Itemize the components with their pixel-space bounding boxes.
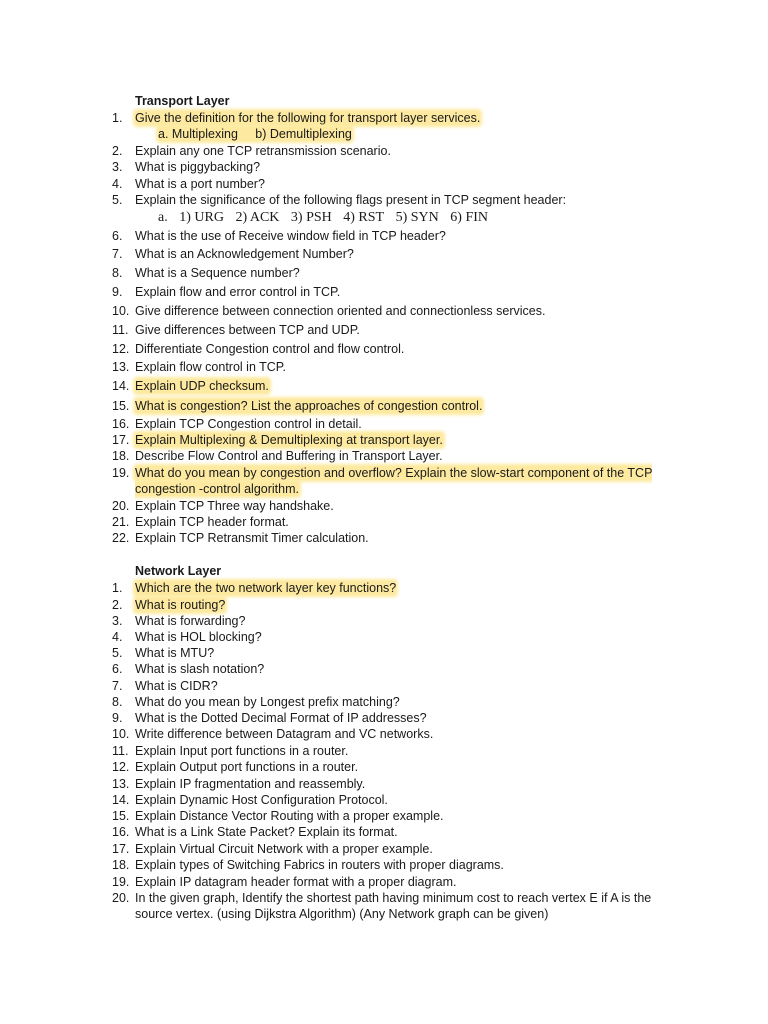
question-text: Explain the significance of the following flags present in TCP segment header: bbox=[135, 193, 567, 207]
item-number: 6. bbox=[112, 229, 123, 243]
question-text: What is HOL blocking? bbox=[135, 630, 262, 644]
item-number: 20. bbox=[112, 891, 130, 905]
item-number: 7. bbox=[112, 247, 123, 261]
item-number: 7. bbox=[112, 679, 123, 693]
question-text: Give differences between TCP and UDP. bbox=[135, 323, 360, 337]
item-number: 20. bbox=[112, 499, 130, 513]
item-number: 3. bbox=[112, 614, 123, 628]
item-number: 9. bbox=[112, 711, 123, 725]
item-number: 10. bbox=[112, 304, 130, 318]
item-number: 19. bbox=[112, 875, 130, 889]
sub-option-a: a. Multiplexing bbox=[158, 127, 238, 141]
question-text: What is a port number? bbox=[135, 177, 265, 191]
question-text: Explain TCP Congestion control in detail. bbox=[135, 417, 362, 431]
highlighted-text: Explain Multiplexing & Demultiplexing at transport layer. bbox=[135, 433, 443, 447]
flag-fin: 6) FIN bbox=[450, 210, 489, 225]
highlighted-text: Give the definition for the following for transport layer services. bbox=[135, 111, 481, 125]
question-text: What is the use of Receive window field in TCP header? bbox=[135, 229, 446, 243]
item-number: 18. bbox=[112, 449, 130, 463]
question-text: What is piggybacking? bbox=[135, 160, 261, 174]
item-number: 2. bbox=[112, 144, 123, 158]
flag-urg: 1) URG bbox=[179, 210, 224, 225]
question-text: What is MTU? bbox=[135, 646, 215, 660]
question-text bbox=[135, 465, 680, 497]
item-number: 21. bbox=[112, 515, 130, 529]
item-number: 5. bbox=[112, 646, 123, 660]
question-text: What is forwarding? bbox=[135, 614, 246, 628]
question-text: Explain any one TCP retransmission scenario. bbox=[135, 144, 391, 158]
item-number: 13. bbox=[112, 360, 130, 374]
question-text: Explain Virtual Circuit Network with a proper example. bbox=[135, 842, 433, 856]
flag-ack: 2) ACK bbox=[235, 210, 280, 225]
question-text: Explain IP datagram header format with a proper diagram. bbox=[135, 875, 457, 889]
flag-syn: 5) SYN bbox=[395, 210, 439, 225]
item-number: 15. bbox=[112, 809, 130, 823]
question-text: Explain flow and error control in TCP. bbox=[135, 285, 341, 299]
highlighted-text: Which are the two network layer key functions? bbox=[135, 581, 397, 595]
question-text: What do you mean by Longest prefix matching? bbox=[135, 695, 400, 709]
item-number: 19. bbox=[112, 466, 130, 480]
item-number: 2. bbox=[112, 598, 123, 612]
item-number: 11. bbox=[112, 323, 129, 337]
question-text: Explain types of Switching Fabrics in routers with proper diagrams. bbox=[135, 858, 504, 872]
sub-option-b: b) Demultiplexing bbox=[255, 127, 352, 141]
question-text: Write difference between Datagram and VC networks. bbox=[135, 727, 434, 741]
item-number: 22. bbox=[112, 531, 130, 545]
item-number: 1. bbox=[112, 111, 123, 125]
item-number: 8. bbox=[112, 695, 123, 709]
item-number: 17. bbox=[112, 433, 130, 447]
question-text: Explain Output port functions in a router. bbox=[135, 760, 359, 774]
question-text: What is a Sequence number? bbox=[135, 266, 300, 280]
question-text: What is the Dotted Decimal Format of IP addresses? bbox=[135, 711, 427, 725]
question-text bbox=[135, 432, 443, 448]
item-number: 13. bbox=[112, 777, 130, 791]
question-text: Explain Distance Vector Routing with a proper example. bbox=[135, 809, 444, 823]
highlighted-text: What is congestion? List the approaches of congestion control. bbox=[135, 399, 483, 413]
question-text: Explain TCP Retransmit Timer calculation. bbox=[135, 531, 369, 545]
question-text: Describe Flow Control and Buffering in Transport Layer. bbox=[135, 449, 443, 463]
question-text: What is a Link State Packet? Explain its format. bbox=[135, 825, 398, 839]
item-number: 11. bbox=[112, 744, 129, 758]
flags-list bbox=[158, 210, 488, 226]
item-number: 15. bbox=[112, 399, 130, 413]
flag-rst: 4) RST bbox=[343, 210, 385, 225]
question-text: Explain Dynamic Host Configuration Protocol. bbox=[135, 793, 388, 807]
highlighted-text: What is routing? bbox=[135, 598, 226, 612]
question-text: Explain flow control in TCP. bbox=[135, 360, 287, 374]
item-number: 5. bbox=[112, 193, 123, 207]
item-number: 12. bbox=[112, 342, 130, 356]
item-number: 18. bbox=[112, 858, 130, 872]
item-number: 4. bbox=[112, 177, 123, 191]
section-heading-network: Network Layer bbox=[135, 564, 222, 578]
highlighted-text bbox=[158, 127, 352, 141]
item-number: 14. bbox=[112, 379, 130, 393]
question-text: Explain TCP Three way handshake. bbox=[135, 499, 334, 513]
question-text bbox=[135, 110, 480, 126]
question-text: What is slash notation? bbox=[135, 662, 265, 676]
question-text: Differentiate Congestion control and flow control. bbox=[135, 342, 405, 356]
item-number: 1. bbox=[112, 581, 123, 595]
question-text bbox=[135, 378, 269, 394]
highlighted-text: What do you mean by congestion and overflow? Explain the slow-start component of the TCP congestion -control algorithm. bbox=[135, 466, 653, 496]
item-number: 4. bbox=[112, 630, 123, 644]
item-number: 12. bbox=[112, 760, 130, 774]
question-text: What is an Acknowledgement Number? bbox=[135, 247, 354, 261]
highlighted-text: Explain UDP checksum. bbox=[135, 379, 269, 393]
item-number: 14. bbox=[112, 793, 130, 807]
question-text: Explain IP fragmentation and reassembly. bbox=[135, 777, 366, 791]
question-text: Explain TCP header format. bbox=[135, 515, 289, 529]
item-number: 16. bbox=[112, 825, 130, 839]
question-text bbox=[135, 580, 396, 596]
question-text: Give difference between connection oriented and connectionless services. bbox=[135, 304, 546, 318]
flags-prefix: a. bbox=[158, 210, 168, 225]
question-text bbox=[135, 597, 225, 613]
item-number: 9. bbox=[112, 285, 123, 299]
item-number: 16. bbox=[112, 417, 130, 431]
item-number: 6. bbox=[112, 662, 123, 676]
question-text: Explain Input port functions in a router. bbox=[135, 744, 349, 758]
item-number: 8. bbox=[112, 266, 123, 280]
item-number: 3. bbox=[112, 160, 123, 174]
question-text: In the given graph, Identify the shortest path having minimum cost to reach vertex E if A is the source vertex. (using Dijkstra Algorithm) (Any Network graph can be given) bbox=[135, 891, 652, 921]
section-heading-transport: Transport Layer bbox=[135, 94, 230, 108]
question-text: What is CIDR? bbox=[135, 679, 218, 693]
sub-options bbox=[158, 126, 352, 142]
question-text bbox=[135, 398, 482, 414]
item-number: 10. bbox=[112, 727, 130, 741]
item-number: 17. bbox=[112, 842, 130, 856]
flag-psh: 3) PSH bbox=[290, 210, 332, 225]
